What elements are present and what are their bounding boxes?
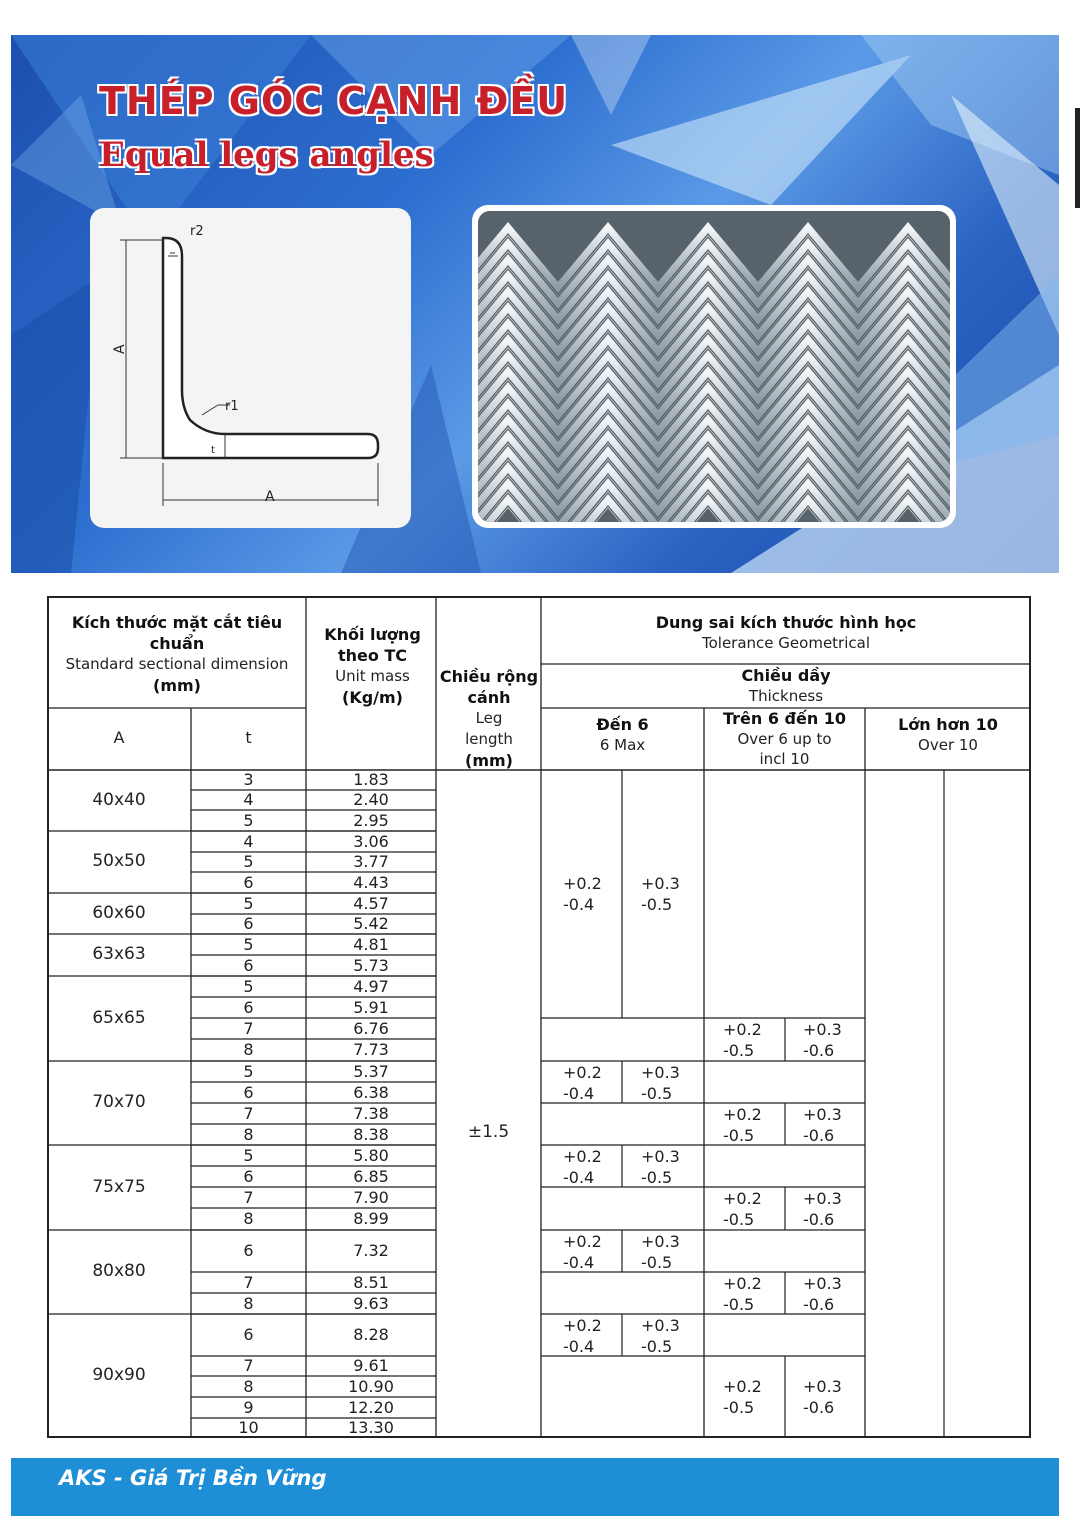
tolerance-mid-b-minus: -0.6 <box>803 1210 835 1229</box>
tolerance-low-plus: +0.2 <box>563 1316 602 1335</box>
thickness-value: 7 <box>243 1103 254 1123</box>
thickness-value: 8 <box>243 1124 254 1144</box>
header-unit-mass <box>315 624 430 708</box>
label-t: t <box>211 445 215 456</box>
specification-table <box>47 596 1031 1438</box>
header-section-unit: (mm) <box>153 676 201 695</box>
tolerance-mid-b-minus: -0.6 <box>803 1041 835 1060</box>
unit-mass-value: 5.42 <box>353 914 389 933</box>
header-thickness-en: Thickness <box>748 687 824 705</box>
tolerance-low-plus: +0.2 <box>563 1232 602 1251</box>
unit-mass-value: 7.90 <box>353 1187 389 1207</box>
thickness-value: 10 <box>238 1417 259 1437</box>
unit-mass-value: 1.83 <box>353 770 389 789</box>
size-80x80: 80x80 <box>92 1261 146 1281</box>
header-leg-en: Leg length <box>465 709 513 748</box>
label-a-vertical: A <box>112 344 128 354</box>
header-c2-vi: Trên 6 đến 10 <box>722 709 847 728</box>
tolerance-mid-b-minus: -0.6 <box>803 1126 835 1145</box>
tolerance-high-minus: -0.5 <box>641 895 673 914</box>
size-60x60: 60x60 <box>92 902 146 923</box>
thickness-value: 7 <box>243 1356 254 1375</box>
footer-bar <box>11 1458 1059 1516</box>
header-c2-en: Over 6 up to incl 10 <box>737 730 832 768</box>
tolerance-mid-b <box>803 1188 842 1230</box>
header-mass-en: Unit mass <box>335 667 410 685</box>
tolerance-mid-a-minus: -0.5 <box>723 1295 755 1314</box>
tolerance-mid-a-plus: +0.2 <box>723 1020 762 1039</box>
tolerance-low-minus: -0.4 <box>563 895 595 914</box>
tolerance-high <box>641 873 680 915</box>
thickness-value: 7 <box>243 1018 254 1038</box>
header-leg-length <box>437 666 541 771</box>
tolerance-high-plus: +0.3 <box>641 1232 680 1251</box>
unit-mass-value: 3.06 <box>353 831 389 851</box>
thickness-value: 9 <box>243 1397 254 1417</box>
tolerance-high-minus: -0.5 <box>641 1084 673 1103</box>
header-leg-vi: Chiều rộng cánh <box>439 667 539 707</box>
thickness-value: 8 <box>243 1376 254 1396</box>
header-c3-vi: Lớn hơn 10 <box>898 715 998 734</box>
tolerance-mid-b-plus: +0.3 <box>803 1189 842 1208</box>
unit-mass-value: 10.90 <box>348 1376 394 1396</box>
size-50x50: 50x50 <box>92 851 146 871</box>
tolerance-mid-b-plus: +0.3 <box>803 1377 842 1396</box>
tolerance-low <box>563 873 602 915</box>
size-90x90: 90x90 <box>92 1364 146 1385</box>
header-col-to-6 <box>541 714 704 756</box>
unit-mass-value: 7.38 <box>353 1103 389 1123</box>
steel-angles-photo <box>478 211 950 522</box>
unit-mass-value: 8.51 <box>353 1272 389 1292</box>
tolerance-high <box>641 1062 680 1104</box>
tolerance-high <box>641 1315 680 1357</box>
tolerance-low <box>563 1062 602 1104</box>
unit-mass-value: 6.38 <box>353 1082 389 1102</box>
tolerance-mid-b <box>803 1376 842 1418</box>
tolerance-high-plus: +0.3 <box>641 1063 680 1082</box>
thickness-value: 5 <box>243 1061 254 1081</box>
header-thickness-vi: Chiều dầy <box>741 666 831 685</box>
tolerance-mid-b-minus: -0.6 <box>803 1295 835 1314</box>
header-section-vi: Kích thước mặt cắt tiêu chuẩn <box>71 613 283 653</box>
thickness-value: 6 <box>243 872 254 892</box>
thickness-value: 6 <box>243 1241 254 1260</box>
tolerance-mid-a <box>723 1104 762 1146</box>
brand-slogan: AKS - Giá Trị Bền Vững <box>59 1466 327 1490</box>
thickness-value: 6 <box>243 1166 254 1186</box>
thickness-value: 7 <box>243 1187 254 1207</box>
tolerance-low-minus: -0.4 <box>563 1168 595 1187</box>
size-40x40: 40x40 <box>92 789 146 810</box>
tolerance-mid-b-minus: -0.6 <box>803 1398 835 1417</box>
tolerance-mid-a-plus: +0.2 <box>723 1189 762 1208</box>
tolerance-low-minus: -0.4 <box>563 1253 595 1272</box>
thickness-value: 5 <box>243 976 254 996</box>
label-r2: r2 <box>190 224 204 239</box>
thickness-value: 8 <box>243 1293 254 1313</box>
unit-mass-value: 6.85 <box>353 1166 389 1186</box>
tolerance-low-minus: -0.4 <box>563 1337 595 1356</box>
header-leg-unit: (mm) <box>465 751 513 770</box>
tolerance-mid-b-plus: +0.3 <box>803 1105 842 1124</box>
label-a-horizontal: A <box>265 489 275 505</box>
header-tolerance-en: Tolerance Geometrical <box>702 634 870 652</box>
tolerance-high <box>641 1146 680 1188</box>
unit-mass-value: 5.91 <box>353 997 389 1017</box>
thickness-value: 5 <box>243 893 254 913</box>
unit-mass-value: 12.20 <box>348 1397 394 1417</box>
tolerance-low <box>563 1231 602 1273</box>
header-section-en: Standard sectional dimension <box>65 655 289 673</box>
size-65x65: 65x65 <box>92 1007 146 1028</box>
tolerance-low-minus: -0.4 <box>563 1084 595 1103</box>
tolerance-mid-a <box>723 1376 762 1418</box>
tolerance-high-plus: +0.3 <box>641 1316 680 1335</box>
tolerance-high-minus: -0.5 <box>641 1337 673 1356</box>
tolerance-mid-a-plus: +0.2 <box>723 1274 762 1293</box>
thickness-value: 5 <box>243 934 254 954</box>
tolerance-low-plus: +0.2 <box>563 874 602 893</box>
tolerance-mid-a-minus: -0.5 <box>723 1126 755 1145</box>
unit-mass-value: 8.28 <box>353 1325 389 1344</box>
tolerance-high-plus: +0.3 <box>641 1147 680 1166</box>
tolerance-high-minus: -0.5 <box>641 1168 673 1187</box>
size-63x63: 63x63 <box>92 944 146 964</box>
thickness-value: 5 <box>243 852 254 871</box>
unit-mass-value: 4.43 <box>353 872 389 892</box>
unit-mass-value: 7.73 <box>353 1040 389 1059</box>
unit-mass-value: 2.95 <box>353 810 389 830</box>
tolerance-mid-b-plus: +0.3 <box>803 1020 842 1039</box>
header-c1-en: 6 Max <box>599 736 646 754</box>
unit-mass-value: 3.77 <box>353 852 389 871</box>
tolerance-mid-a-plus: +0.2 <box>723 1105 762 1124</box>
header-t: t <box>245 728 252 747</box>
unit-mass-value: 13.30 <box>348 1417 394 1437</box>
label-r1: r1 <box>225 399 239 414</box>
angle-profile-drawing <box>90 208 411 528</box>
unit-mass-value: 4.97 <box>353 976 389 996</box>
unit-mass-value: 5.80 <box>353 1145 389 1165</box>
unit-mass-value: 9.61 <box>353 1356 389 1375</box>
angle-profile-diagram <box>90 208 411 528</box>
unit-mass-value: 5.37 <box>353 1061 389 1081</box>
thickness-value: 6 <box>243 1325 254 1344</box>
tolerance-mid-a-minus: -0.5 <box>723 1041 755 1060</box>
thickness-value: 5 <box>243 810 254 830</box>
tolerance-low-plus: +0.2 <box>563 1147 602 1166</box>
header-tolerance-vi: Dung sai kích thước hình học <box>655 613 917 632</box>
header-c1-vi: Đến 6 <box>596 715 649 734</box>
thickness-value: 6 <box>243 1082 254 1102</box>
size-70x70: 70x70 <box>92 1092 146 1112</box>
thickness-value: 7 <box>243 1272 254 1292</box>
tolerance-high-minus: -0.5 <box>641 1253 673 1272</box>
thickness-value: 3 <box>243 770 254 789</box>
thickness-value: 8 <box>243 1209 254 1228</box>
title-vietnamese: THÉP GÓC CẠNH ĐỀU <box>99 79 569 123</box>
tolerance-mid-a <box>723 1188 762 1230</box>
unit-mass-value: 8.38 <box>353 1124 389 1144</box>
tolerance-mid-a <box>723 1273 762 1315</box>
tolerance-mid-a-minus: -0.5 <box>723 1398 755 1417</box>
header-section-dimension <box>57 612 297 696</box>
header-tolerance <box>541 612 1031 654</box>
thickness-value: 8 <box>243 1040 254 1059</box>
stacked-angles-illustration <box>478 211 950 522</box>
unit-mass-value: 5.73 <box>353 955 389 975</box>
unit-mass-value: 4.81 <box>353 934 389 954</box>
thickness-value: 4 <box>243 790 254 809</box>
thickness-value: 6 <box>243 997 254 1017</box>
title-english: Equal legs angles <box>99 135 434 175</box>
tolerance-low-plus: +0.2 <box>563 1063 602 1082</box>
tolerance-low <box>563 1315 602 1357</box>
tolerance-mid-a-minus: -0.5 <box>723 1210 755 1229</box>
thickness-value: 5 <box>243 1145 254 1165</box>
tolerance-high <box>641 1231 680 1273</box>
size-75x75: 75x75 <box>92 1176 146 1197</box>
unit-mass-value: 6.76 <box>353 1018 389 1038</box>
unit-mass-value: 9.63 <box>353 1293 389 1313</box>
leg-tolerance-value: ±1.5 <box>467 1122 510 1142</box>
page-edge-mark <box>1075 108 1080 208</box>
header-thickness <box>541 666 1031 706</box>
thickness-value: 6 <box>243 955 254 975</box>
tolerance-mid-a-plus: +0.2 <box>723 1377 762 1396</box>
tolerance-mid-b <box>803 1104 842 1146</box>
tolerance-mid-b-plus: +0.3 <box>803 1274 842 1293</box>
thickness-value: 6 <box>243 914 254 933</box>
tolerance-high-plus: +0.3 <box>641 874 680 893</box>
tolerance-low <box>563 1146 602 1188</box>
unit-mass-value: 8.99 <box>353 1209 389 1228</box>
unit-mass-value: 4.57 <box>353 893 389 913</box>
thickness-value: 4 <box>243 831 254 851</box>
tolerance-mid-b <box>803 1019 842 1061</box>
tolerance-mid-b <box>803 1273 842 1315</box>
unit-mass-value: 7.32 <box>353 1241 389 1260</box>
unit-mass-value: 2.40 <box>353 790 389 809</box>
header-mass-unit: (Kg/m) <box>342 688 403 707</box>
header-col-over-10 <box>865 714 1031 756</box>
header-mass-vi: Khối lượng theo TC <box>324 625 421 665</box>
tolerance-mid-a <box>723 1019 762 1061</box>
header-col-6-to-10 <box>704 709 865 769</box>
header-a: A <box>113 728 125 747</box>
header-c3-en: Over 10 <box>918 736 978 754</box>
